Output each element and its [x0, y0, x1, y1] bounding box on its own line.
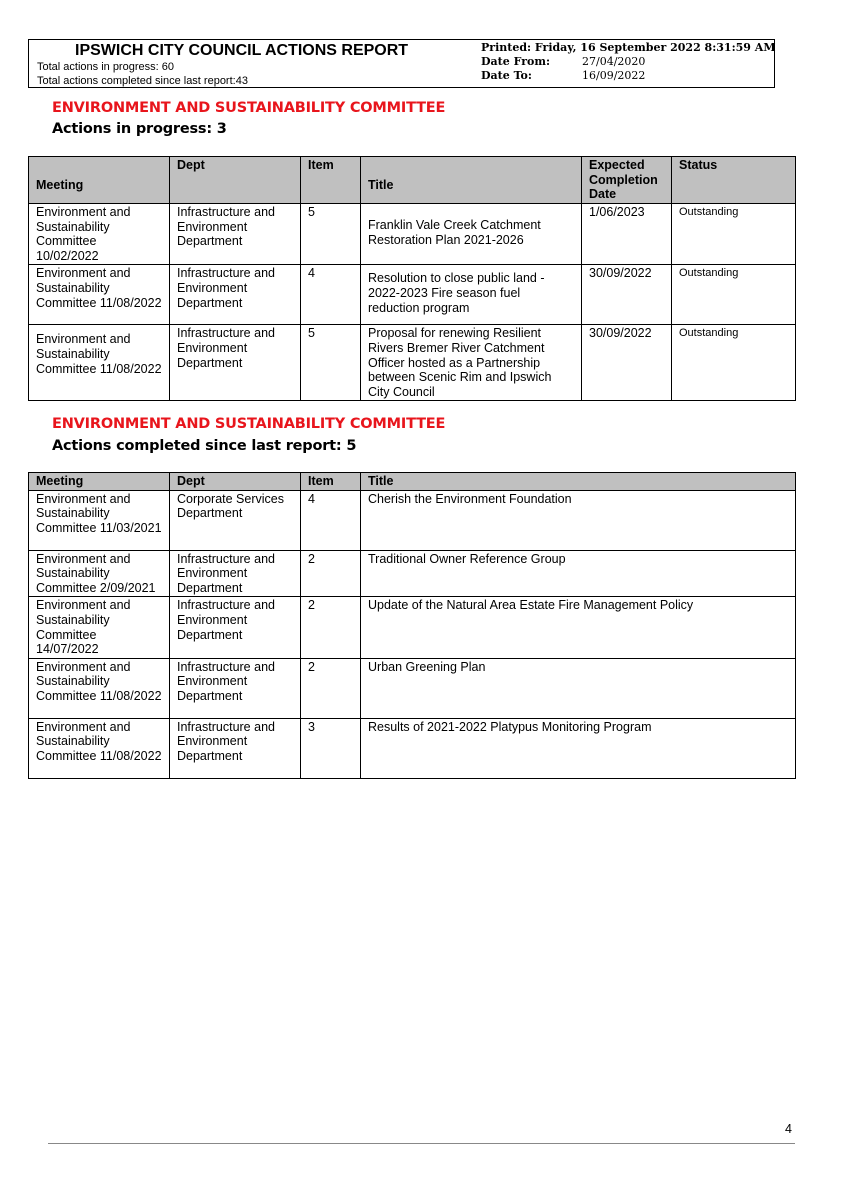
col-meeting: Meeting	[29, 157, 170, 204]
status-cell: Outstanding	[672, 325, 796, 401]
meeting-cell: Environment and Sustainability Committee 11/08/2022	[29, 325, 170, 401]
report-header	[28, 39, 775, 88]
table-row	[29, 265, 796, 325]
date-to-label: Date To:	[481, 69, 532, 82]
col-item: Item	[301, 473, 361, 491]
meeting-cell: Environment and Sustainability Committee 10/02/2022	[29, 204, 170, 265]
table-row	[29, 490, 796, 550]
col-meeting: Meeting	[29, 473, 170, 491]
title-cell: Update of the Natural Area Estate Fire Management Policy	[361, 597, 796, 658]
meeting-cell: Environment and Sustainability Committee 11/08/2022	[29, 718, 170, 778]
col-title: Title	[361, 473, 796, 491]
table-row	[29, 597, 796, 658]
meeting-cell: Environment and Sustainability Committee 2/09/2021	[29, 550, 170, 597]
title-cell: Urban Greening Plan	[361, 658, 796, 718]
report-title: IPSWICH CITY COUNCIL ACTIONS REPORT	[75, 42, 409, 59]
title-cell: Traditional Owner Reference Group	[361, 550, 796, 597]
item-cell: 2	[301, 550, 361, 597]
date-cell: 1/06/2023	[582, 204, 672, 265]
section1-committee: ENVIRONMENT AND SUSTAINABILITY COMMITTEE	[52, 100, 446, 116]
col-title: Title	[361, 157, 582, 204]
meeting-cell: Environment and Sustainability Committee 11/08/2022	[29, 658, 170, 718]
actions-in-progress-table	[28, 156, 796, 401]
dept-cell: Infrastructure and Environment Department	[170, 204, 301, 265]
status-cell: Outstanding	[672, 265, 796, 325]
col-dept: Dept	[170, 157, 301, 204]
item-cell: 4	[301, 265, 361, 325]
footer-divider	[48, 1143, 795, 1144]
date-cell: 30/09/2022	[582, 265, 672, 325]
table-row	[29, 325, 796, 401]
dept-cell: Infrastructure and Environment Department	[170, 597, 301, 658]
col-expected-date: Expected Completion Date	[582, 157, 672, 204]
title-cell: Cherish the Environment Foundation	[361, 490, 796, 550]
printed-timestamp: Printed: Friday, 16 September 2022 8:31:59 AM	[481, 41, 776, 54]
table-row	[29, 658, 796, 718]
dept-cell: Infrastructure and Environment Department	[170, 550, 301, 597]
section1-subtitle: Actions in progress: 3	[52, 121, 227, 137]
dept-cell: Infrastructure and Environment Department	[170, 325, 301, 401]
item-cell: 5	[301, 325, 361, 401]
item-cell: 4	[301, 490, 361, 550]
dept-cell: Infrastructure and Environment Department	[170, 718, 301, 778]
table-header-row	[29, 473, 796, 491]
dept-cell: Infrastructure and Environment Department	[170, 265, 301, 325]
page-number: 4	[785, 1122, 792, 1136]
table-row	[29, 718, 796, 778]
date-from-value: 27/04/2020	[582, 55, 646, 68]
item-cell: 2	[301, 597, 361, 658]
table-header-row	[29, 157, 796, 204]
dept-cell: Infrastructure and Environment Department	[170, 658, 301, 718]
total-in-progress: Total actions in progress: 60	[37, 61, 174, 73]
col-item: Item	[301, 157, 361, 204]
table-row	[29, 550, 796, 597]
date-cell: 30/09/2022	[582, 325, 672, 401]
actions-completed-table	[28, 472, 796, 779]
section2-subtitle: Actions completed since last report: 5	[52, 438, 357, 454]
section2-committee: ENVIRONMENT AND SUSTAINABILITY COMMITTEE	[52, 416, 446, 432]
title-cell: Resolution to close public land - 2022-2023 Fire season fuel reduction program	[361, 265, 582, 325]
item-cell: 5	[301, 204, 361, 265]
meeting-cell: Environment and Sustainability Committee 11/08/2022	[29, 265, 170, 325]
item-cell: 3	[301, 718, 361, 778]
total-completed: Total actions completed since last report:43	[37, 75, 248, 87]
date-from-label: Date From:	[481, 55, 551, 68]
dept-cell: Corporate Services Department	[170, 490, 301, 550]
title-cell: Results of 2021-2022 Platypus Monitoring Program	[361, 718, 796, 778]
table-row	[29, 204, 796, 265]
col-dept: Dept	[170, 473, 301, 491]
meeting-cell: Environment and Sustainability Committee 14/07/2022	[29, 597, 170, 658]
item-cell: 2	[301, 658, 361, 718]
status-cell: Outstanding	[672, 204, 796, 265]
title-cell: Proposal for renewing Resilient Rivers Bremer River Catchment Officer hosted as a Partnership between Scenic Rim and Ipswich City Council	[361, 325, 582, 401]
col-status: Status	[672, 157, 796, 204]
title-cell: Franklin Vale Creek Catchment Restoration Plan 2021-2026	[361, 204, 582, 265]
meeting-cell: Environment and Sustainability Committee 11/03/2021	[29, 490, 170, 550]
date-to-value: 16/09/2022	[582, 69, 646, 82]
